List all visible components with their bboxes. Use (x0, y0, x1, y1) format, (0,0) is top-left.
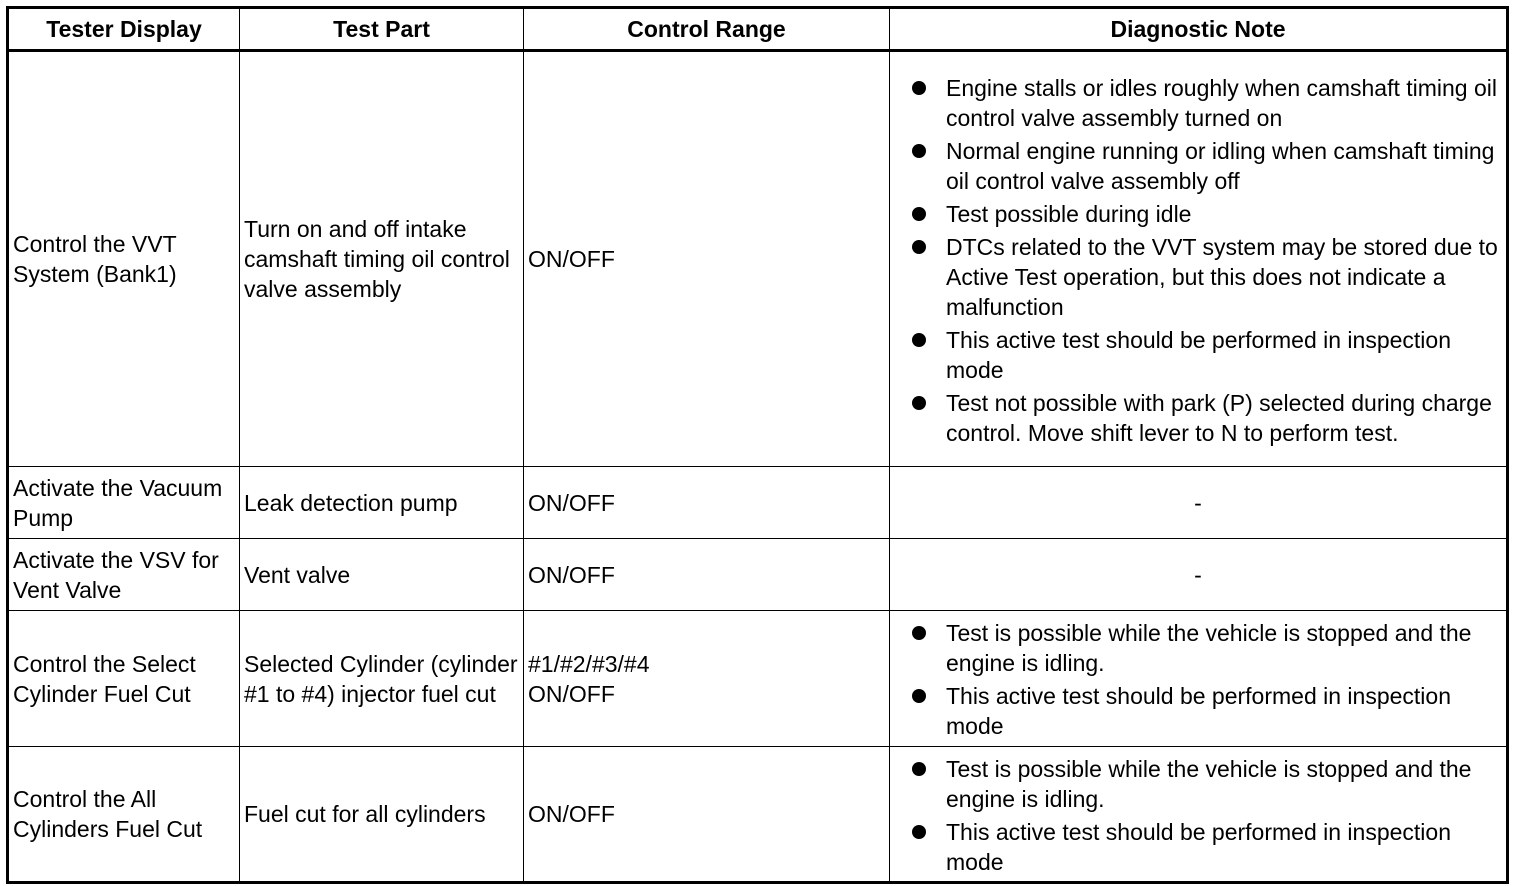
control-range-value: #1/#2/#3/#4 (528, 650, 650, 677)
table-row (8, 747, 1508, 883)
tester-display-cell: Activate the Vacuum Pump (8, 467, 240, 539)
diagnostic-note-cell (890, 747, 1508, 883)
control-range-cell (524, 51, 890, 467)
test-part-cell: Fuel cut for all cylinders (240, 747, 524, 883)
control-range-cell (524, 467, 890, 539)
test-part-cell: Selected Cylinder (cylinder #1 to #4) injector fuel cut (240, 611, 524, 747)
note-text: This active test should be performed in inspection mode (946, 683, 1451, 739)
note-item (912, 754, 1498, 814)
note-text: DTCs related to the VVT system may be stored due to Active Test operation, but this does not indicate a malfunction (946, 233, 1498, 320)
note-text: Test is possible while the vehicle is stopped and the engine is idling. (946, 620, 1472, 676)
control-range-value: ON/OFF (528, 489, 615, 516)
diagnostic-note-list (912, 73, 1498, 448)
note-text: Engine stalls or idles roughly when camshaft timing oil control valve assembly turned on (946, 74, 1497, 131)
note-item (912, 136, 1498, 196)
diagnostic-note-cell: - (890, 539, 1508, 611)
bullet-dot-icon (912, 396, 926, 410)
note-text: Normal engine running or idling when camshaft timing oil control valve assembly off (946, 137, 1495, 194)
tester-display-cell: Control the Select Cylinder Fuel Cut (8, 611, 240, 747)
control-range-cell (524, 747, 890, 883)
note-item (912, 325, 1498, 385)
header-test-part: Test Part (240, 8, 524, 51)
note-text: Test not possible with park (P) selected during charge control. Move shift lever to N to perform test. (946, 389, 1492, 446)
tester-display-cell: Activate the VSV for Vent Valve (8, 539, 240, 611)
note-item (912, 681, 1498, 741)
control-range-cell (524, 611, 890, 747)
bullet-dot-icon (912, 333, 926, 347)
control-range-value: ON/OFF (528, 246, 615, 272)
note-text: This active test should be performed in inspection mode (946, 818, 1451, 875)
diagnostic-note-cell: - (890, 467, 1508, 539)
table-row (8, 467, 1508, 539)
note-item (912, 199, 1498, 229)
note-item (912, 388, 1498, 448)
diagnostic-note-cell (890, 611, 1508, 747)
diagnostic-note-list (912, 618, 1498, 741)
table-header-row (8, 8, 1508, 51)
bullet-dot-icon (912, 81, 926, 95)
table-row (8, 539, 1508, 611)
note-text: Test is possible while the vehicle is stopped and the engine is idling. (946, 755, 1472, 812)
header-diagnostic-note: Diagnostic Note (890, 8, 1508, 51)
bullet-dot-icon (912, 144, 926, 158)
bullet-dot-icon (912, 626, 926, 640)
active-test-table (6, 6, 1509, 884)
note-text: This active test should be performed in inspection mode (946, 326, 1451, 383)
active-test-table-container (6, 6, 1509, 884)
note-text: Test possible during idle (946, 200, 1192, 227)
tester-display-cell: Control the All Cylinders Fuel Cut (8, 747, 240, 883)
bullet-dot-icon (912, 762, 926, 776)
bullet-dot-icon (912, 825, 926, 839)
header-control-range: Control Range (524, 8, 890, 51)
tester-display-cell: Control the VVT System (Bank1) (8, 51, 240, 467)
note-item (912, 73, 1498, 133)
note-item (912, 232, 1498, 322)
control-range-cell (524, 539, 890, 611)
bullet-dot-icon (912, 207, 926, 221)
note-item (912, 817, 1498, 877)
test-part-cell: Turn on and off intake camshaft timing oil control valve assembly (240, 51, 524, 467)
table-row (8, 51, 1508, 467)
table-row (8, 611, 1508, 747)
note-item (912, 618, 1498, 678)
test-part-cell: Vent valve (240, 539, 524, 611)
test-part-cell: Leak detection pump (240, 467, 524, 539)
diagnostic-note-cell (890, 51, 1508, 467)
control-range-value: ON/OFF (528, 680, 615, 707)
control-range-value: ON/OFF (528, 561, 615, 588)
bullet-dot-icon (912, 689, 926, 703)
header-tester-display: Tester Display (8, 8, 240, 51)
diagnostic-note-list (912, 754, 1498, 877)
bullet-dot-icon (912, 240, 926, 254)
control-range-value: ON/OFF (528, 801, 615, 827)
